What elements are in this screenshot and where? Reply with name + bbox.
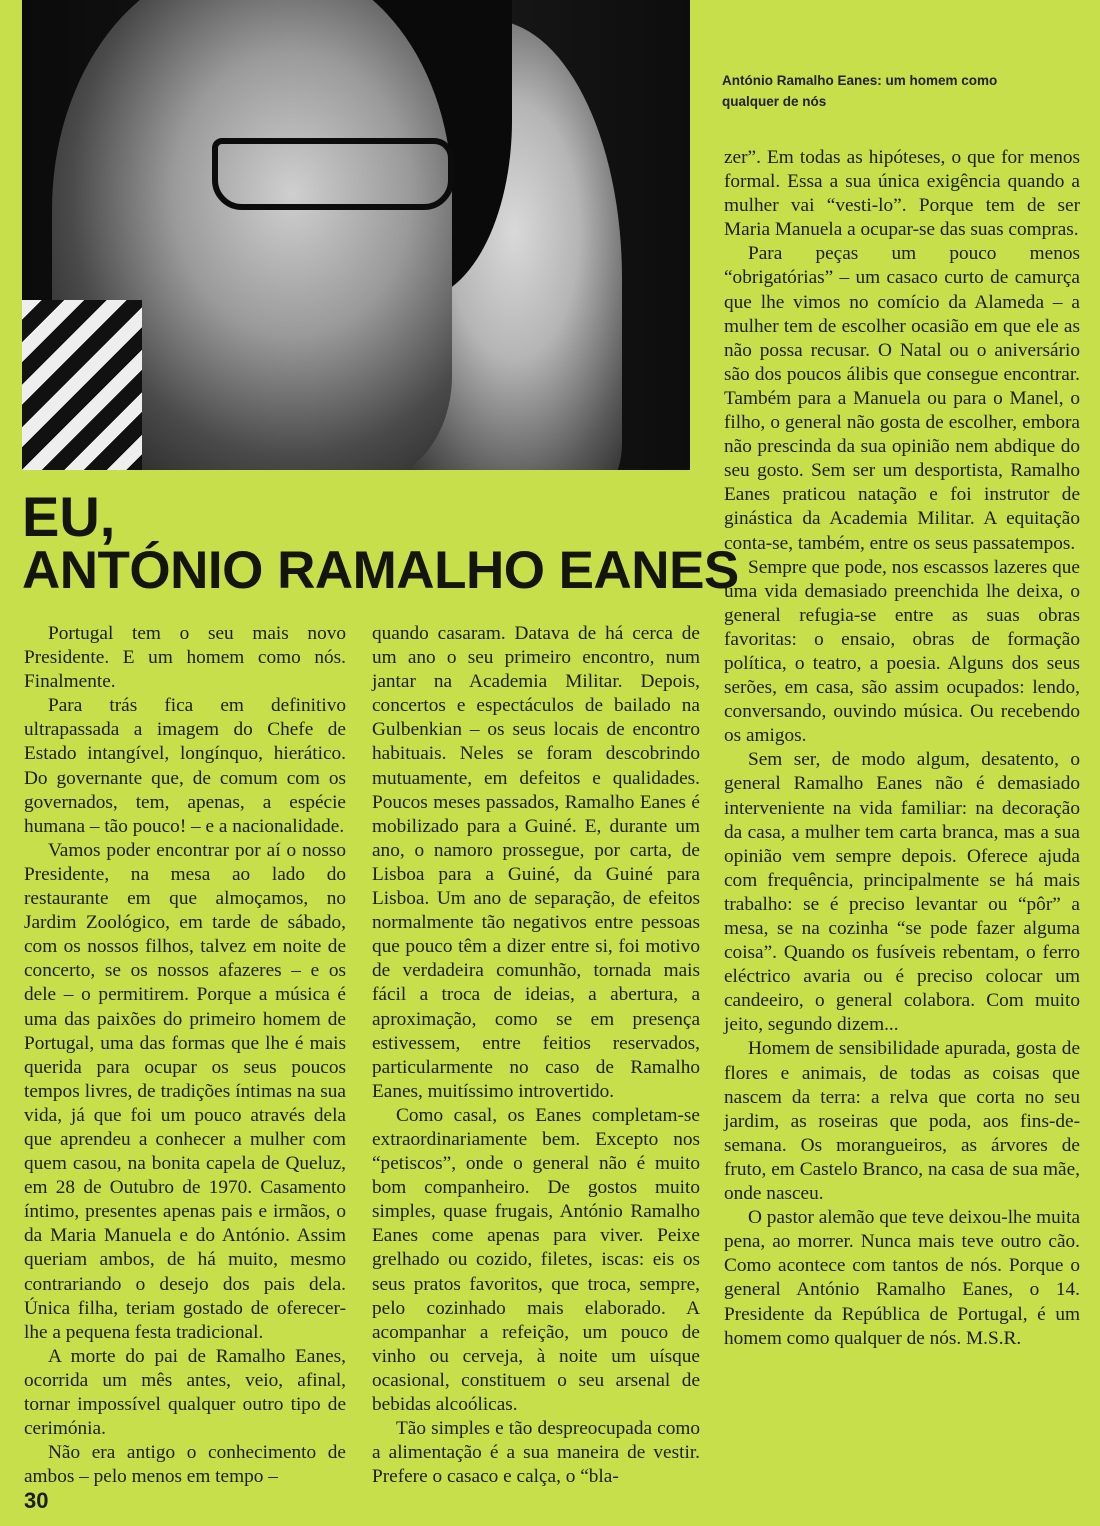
paragraph: Vamos poder encontrar por aí o nosso Presidente, na mesa ao lado do restaurante em que almoçamos, no Jardim Zoológico, em tarde de sábado, com os nossos filhos, talvez em noite de concerto, se os nossos afazeres – e os dele – o permitirem. Porque a música é uma das paixões do primeiro homem de Portugal, uma das formas que lhe é mais querida para ocupar os seus poucos tempos livres, de tradições íntimas na sua vida, já que foi um pouco através dela que aprendeu a conhecer a mulher com quem casou, na bonita capela de Queluz, em 28 de Outubro de 1970. Casamento íntimo, presentes apenas pais e irmãos, o da Maria Manuela e do António. Assim queriam ambos, de há muito, mesmo contrariando o desejo dos pais dela. Única filha, teriam gostado de oferecer-lhe a pequena festa tradicional. [24, 839, 346, 1343]
portrait-photo [22, 0, 690, 470]
photo-caption: António Ramalho Eanes: um homem como qualquer de nós [722, 73, 998, 109]
paragraph: zer”. Em todas as hipóteses, o que for menos formal. Essa a sua única exigência quando a mulher vai “vesti-lo”. Porque tem de ser Maria Manuela a ocupar-se das suas compras. [724, 147, 1080, 241]
paragraph: Não era antigo o conhecimento de ambos – pelo menos em tempo – [24, 1442, 346, 1488]
glasses [212, 138, 454, 210]
article-column-1 [24, 622, 346, 1489]
striped-shirt [22, 300, 142, 470]
page-number: 30 [24, 1488, 49, 1513]
article-column-2 [372, 622, 700, 1489]
paragraph: Tão simples e tão despreocupada como a alimentação é a sua maneira de vestir. Prefere o casaco e calça, o “bla- [372, 1418, 700, 1488]
paragraph: Sempre que pode, nos escassos lazeres que uma vida demasiado preenchida lhe deixa, o general refugia-se entre as suas obras favoritas: o ensaio, obras de formação política, o teatro, a poesia. Alguns dos seus serões, em casa, são assim ocupados: lendo, conversando, ouvindo música. Ou recebendo os amigos. [724, 556, 1080, 747]
paragraph: Para trás fica em definitivo ultrapassada a imagem do Chefe de Estado intangível, longínquo, hierático. Do governante que, de comum com os governados, tem, apenas, a espécie humana – tão pouco! – e a nacionalidade. [24, 695, 346, 837]
paragraph: Homem de sensibilidade apurada, gosta de flores e animais, de todas as coisas que nascem da terra: a relva que corta no seu jardim, as roseiras que poda, aos fins-de-semana. Os morangueiros, as árvores de fruto, em Castelo Branco, na casa de sua mãe, onde nasceu. [724, 1038, 1080, 1205]
paragraph: Portugal tem o seu mais novo Presidente. E um homem como nós. Finalmente. [24, 623, 346, 693]
paragraph: Sem ser, de modo algum, desatento, o general Ramalho Eanes não é demasiado interveniente na vida familiar: na decoração da casa, a mulher tem carta branca, mas a sua opinião vem sempre depois. Oferece ajuda com frequência, principalmente se há mais trabalho: se é preciso levantar ou “pôr” a mesa, se na cozinha “se pode fazer alguma coisa”. Quando os fusíveis rebentam, o ferro eléctrico avaria ou é preciso colocar um candeeiro, o general colabora. Com muito jeito, segundo dizem... [724, 749, 1080, 1036]
paragraph: O pastor alemão que teve deixou-lhe muita pena, ao morrer. Nunca mais teve outro cão. Como acontece com tantos de nós. Porque o general António Ramalho Eanes, o 14. Presidente da República de Portugal, é um homem como qualquer de nós. M.S.R. [724, 1207, 1080, 1349]
paragraph: Para peças um pouco menos “obrigatórias” – um casaco curto de camurça que lhe vimos no comício da Alameda – a mulher tem de escolher ocasião em que ele as não possa recusar. O Natal ou o aniversário são dos poucos álibis que consegue encontrar. Também para a Manuela ou para o Manel, o filho, o general não gosta de escolher, embora não prescinda da sua opinião nem abdique do seu gosto. Sem ser um desportista, Ramalho Eanes praticou natação e foi instrutor de ginástica da Academia Militar. A equitação conta-se, também, entre os seus passatempos. [724, 243, 1080, 554]
headline-line-2: ANTÓNIO RAMALHO EANES [22, 541, 739, 600]
paragraph: quando casaram. Datava de há cerca de um ano o seu primeiro encontro, num jantar na Academia Militar. Depois, concertos e espectáculos de bailado na Gulbenkian – os seus locais de encontro habituais. Neles se foram descobrindo mutuamente, em defeitos e qualidades. Poucos meses passados, Ramalho Eanes é mobilizado para a Guiné. E, durante um ano, o namoro prossegue, por carta, de Lisboa para a Guiné, da Guiné para Lisboa. Um ano de separação, de efeitos normalmente tão negativos entre pessoas que pouco têm a dizer entre si, foi motivo de verdadeira comunhão, tornada mais fácil a troca de ideias, a abertura, a aproximação, como se em presença estivessem, entre feitios reservados, particularmente no caso de Ramalho Eanes, muitíssimo introvertido. [372, 623, 700, 1102]
headline-line-1: EU, [22, 485, 116, 548]
paragraph: Como casal, os Eanes completam-se extraordinariamente bem. Excepto nos “petiscos”, onde o general não é muito bom companheiro. De gostos muito simples, quase frugais, António Ramalho Eanes come apenas para viver. Peixe grelhado ou cozido, filetes, iscas: eis os seus pratos favoritos, que troca, sempre, pelo cozinhado mais elaborado. A acompanhar a refeição, um pouco de vinho ou cerveja, à noite um uísque ocasional, constituem o seu arsenal de bebidas alcoólicas. [372, 1104, 700, 1415]
paragraph: A morte do pai de Ramalho Eanes, ocorrida um mês antes, veio, afinal, tornar impossível qualquer outro tipo de cerimónia. [24, 1345, 346, 1440]
article-column-3 [724, 146, 1080, 1351]
